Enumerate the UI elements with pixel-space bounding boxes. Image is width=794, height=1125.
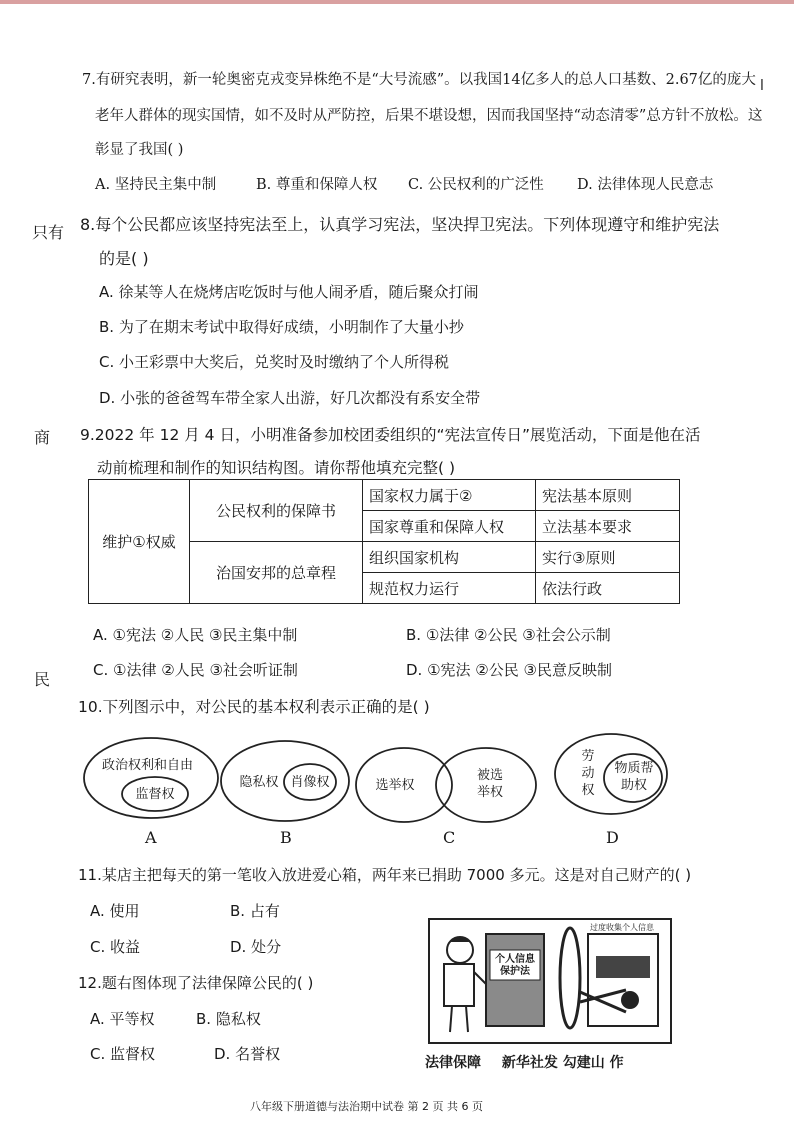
person-hair bbox=[450, 937, 470, 942]
cartoon-caption bbox=[425, 1052, 624, 1072]
diagram-b-inner-label: 肖像权 bbox=[290, 775, 330, 790]
q7-line3: 彰显了我国( ) bbox=[95, 142, 184, 158]
q11-option-c: C. 收益 bbox=[90, 938, 141, 956]
diagram-d-letter: D bbox=[606, 828, 619, 847]
q8-line1: 8.每个公民都应该坚持宪法至上，认真学习宪法，坚决捍卫宪法。下列体现遵守和维护宪法 bbox=[80, 215, 720, 234]
shield-disc bbox=[560, 928, 580, 1028]
caption-right: 新华社发 勾建山 作 bbox=[501, 1055, 624, 1071]
q12-line1: 12.题右图体现了法律保障公民的( ) bbox=[78, 974, 314, 992]
table-root-cell: 维护①权威 bbox=[89, 480, 190, 604]
diagram-d-inner-label: 物质帮助权 bbox=[614, 761, 654, 793]
q9-line1: 9.2022 年 12 月 4 日，小明准备参加校团委组织的“宪法宣传日”展览活动，下面是他在活 bbox=[80, 426, 701, 444]
margin-text-1: 只有 bbox=[32, 223, 65, 242]
q12-option-b: B. 隐私权 bbox=[196, 1010, 261, 1028]
q9-option-b: B. ①法律 ②公民 ③社会公示制 bbox=[406, 626, 611, 644]
table-branch-1: 公民权利的保障书 bbox=[190, 480, 363, 542]
diagram-d-outer-label: 劳动权 bbox=[581, 749, 595, 798]
q12-option-d: D. 名誉权 bbox=[214, 1045, 281, 1063]
q8-option-d: D. 小张的爸爸驾车带全家人出游，好几次都没有系安全带 bbox=[99, 389, 481, 407]
q7-option-a: A. 坚持民主集中制 bbox=[95, 177, 217, 193]
table-cell: 规范权力运行 bbox=[363, 573, 536, 604]
diagram-b-outer-label: 隐私权 bbox=[239, 775, 279, 790]
board-top-text: 过度收集个人信息 bbox=[590, 923, 654, 932]
diagram-c-left-label: 选举权 bbox=[375, 778, 415, 793]
cartoon-illustration bbox=[428, 918, 672, 1044]
page-top-border bbox=[0, 0, 794, 4]
caption-left: 法律保障 bbox=[425, 1055, 481, 1071]
q9-option-c: C. ①法律 ②人民 ③社会听证制 bbox=[93, 661, 298, 679]
cartoon-drawing bbox=[430, 920, 670, 1042]
q8-option-c: C. 小王彩票中大奖后，兑奖时及时缴纳了个人所得税 bbox=[99, 353, 450, 371]
diagram-a-letter: A bbox=[145, 828, 157, 847]
diagram-a-inner-label: 监督权 bbox=[135, 787, 175, 802]
book-title-text: 个人信息保护法 bbox=[495, 954, 535, 977]
table-branch-2: 治国安邦的总章程 bbox=[190, 542, 363, 604]
q7-line2: 老年人群体的现实国情，如不及时从严防控，后果不堪设想，因而我国坚持“动态清零”总方针不放松。这 bbox=[95, 108, 763, 124]
q10-line1: 10.下列图示中，对公民的基本权利表示正确的是( ) bbox=[78, 698, 430, 716]
diagram-c-right-label: 被选举权 bbox=[476, 768, 503, 800]
q12-option-a: A. 平等权 bbox=[90, 1010, 155, 1028]
q7-option-d: D. 法律体现人民意志 bbox=[577, 177, 714, 193]
diagram-b-letter: B bbox=[280, 828, 292, 847]
knowledge-structure-table bbox=[88, 479, 680, 604]
q12-option-c: C. 监督权 bbox=[90, 1045, 156, 1063]
q11-line1: 11.某店主把每天的第一笔收入放进爱心箱，两年来已捐助 7000 多元。这是对自己财产的( ) bbox=[78, 866, 692, 884]
table-cell: 国家尊重和保障人权 bbox=[363, 511, 536, 542]
person-body bbox=[444, 964, 474, 1006]
q9-line2: 动前梳理和制作的知识结构图。请你帮他填充完整( ) bbox=[97, 459, 456, 477]
q9-option-a: A. ①宪法 ②人民 ③民主集中制 bbox=[93, 626, 298, 644]
board-block bbox=[596, 956, 650, 978]
q9-option-d: D. ①宪法 ②公民 ③民意反映制 bbox=[406, 661, 612, 679]
page-footer: 八年级下册道德与法治期中试卷 第 2 页 共 6 页 bbox=[250, 1100, 483, 1113]
table-cell: 立法基本要求 bbox=[536, 511, 680, 542]
margin-text-4: l bbox=[760, 78, 764, 94]
q7-option-c: C. 公民权利的广泛性 bbox=[408, 177, 544, 193]
table-cell: 宪法基本原则 bbox=[536, 480, 680, 511]
table-cell: 国家权力属于② bbox=[363, 480, 536, 511]
q11-option-d: D. 处分 bbox=[230, 938, 282, 956]
diagram-a-outer-label: 政治权利和自由 bbox=[101, 758, 193, 773]
table-cell: 实行③原则 bbox=[536, 542, 680, 573]
margin-text-2: 商 bbox=[34, 428, 51, 447]
q8-option-a: A. 徐某等人在烧烤店吃饭时与他人闹矛盾，随后聚众打闹 bbox=[99, 283, 479, 301]
q11-option-b: B. 占有 bbox=[230, 902, 280, 920]
q8-option-b: B. 为了在期末考试中取得好成绩，小明制作了大量小抄 bbox=[99, 318, 464, 336]
q11-option-a: A. 使用 bbox=[90, 902, 140, 920]
diagram-c-letter: C bbox=[443, 828, 456, 847]
margin-text-3: 民 bbox=[34, 670, 51, 689]
table-cell: 组织国家机构 bbox=[363, 542, 536, 573]
q7-option-b: B. 尊重和保障人权 bbox=[256, 177, 378, 193]
table-cell: 依法行政 bbox=[536, 573, 680, 604]
q7-line1: 7.有研究表明，新一轮奥密克戎变异株绝不是“大号流感”。以我国14亿多人的总人口基数、2.67亿的庞大 bbox=[82, 72, 756, 88]
q8-line2: 的是( ) bbox=[99, 249, 149, 268]
